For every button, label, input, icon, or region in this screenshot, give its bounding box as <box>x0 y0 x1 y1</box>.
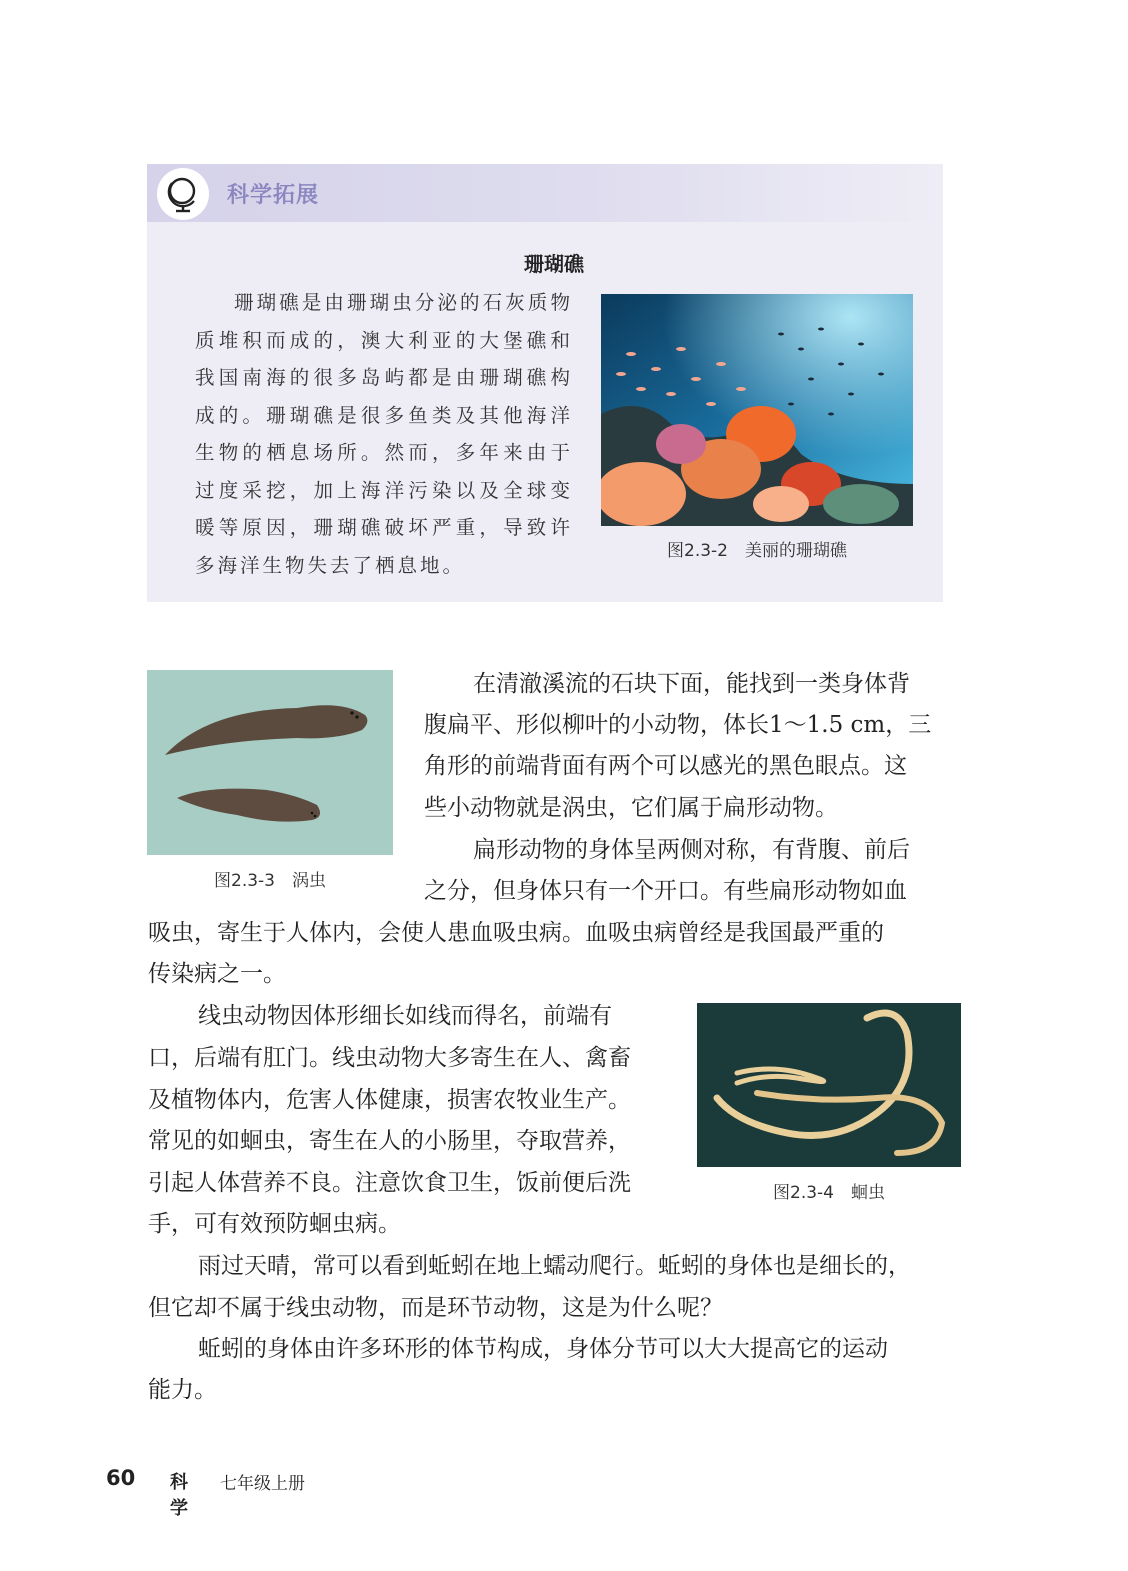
roundworm-photo <box>697 1003 961 1167</box>
body-line: 之分，但身体只有一个开口。有些扁形动物如血 <box>424 878 907 904</box>
extension-paragraph: 珊瑚礁是由珊瑚虫分泌的石灰质物质堆积而成的，澳大利亚的大堡礁和我国南海的很多岛屿都是由珊瑚礁构成的。珊瑚礁是很多鱼类及其他海洋生物的栖息场所。然而，多年来由于过度采挖，加上海洋污染以及全球变暖等原因，珊瑚礁破坏严重，导致许多海洋生物失去了栖息地。 <box>195 291 573 577</box>
body-line: 引起人体营养不良。注意饮食卫生，饭前便后洗 <box>148 1170 631 1196</box>
flatworm-figure-caption: 图2.3-3 涡虫 <box>214 871 326 891</box>
extension-header <box>147 164 943 222</box>
body-line: 蚯蚓的身体由许多环形的体节构成，身体分节可以大大提高它的运动 <box>198 1336 888 1362</box>
body-line: 吸虫，寄生于人体内，会使人患血吸虫病。血吸虫病曾经是我国最严重的 <box>148 920 884 946</box>
globe-icon <box>165 174 201 214</box>
globe-badge <box>157 168 209 220</box>
page-number: 60 <box>106 1466 136 1490</box>
body-line: 常见的如蛔虫，寄生在人的小肠里，夺取营养， <box>148 1128 631 1154</box>
body-line: 及植物体内，危害人体健康，损害农牧业生产。 <box>148 1087 631 1113</box>
body-line: 传染病之一。 <box>148 961 286 987</box>
flatworm-photo <box>147 670 393 855</box>
body-line: 雨过天晴，常可以看到蚯蚓在地上蠕动爬行。蚯蚓的身体也是细长的， <box>198 1253 911 1279</box>
book-subject: 科学 <box>170 1472 188 1519</box>
roundworm-figure-caption: 图2.3-4 蛔虫 <box>773 1183 885 1203</box>
body-line: 角形的前端背面有两个可以感光的黑色眼点。这 <box>424 753 907 779</box>
coral-reef-photo <box>601 294 913 526</box>
extension-title: 珊瑚礁 <box>524 252 584 276</box>
body-line: 在清澈溪流的石块下面，能找到一类身体背 <box>473 671 910 697</box>
body-line: 口，后端有肛门。线虫动物大多寄生在人、禽畜 <box>148 1045 631 1071</box>
coral-figure-caption: 图2.3-2 美丽的珊瑚礁 <box>667 541 847 561</box>
body-line: 些小动物就是涡虫，它们属于扁形动物。 <box>424 795 838 821</box>
science-extension-box <box>147 164 943 602</box>
body-line: 线虫动物因体形细长如线而得名，前端有 <box>198 1003 612 1029</box>
body-line: 扁形动物的身体呈两侧对称，有背腹、前后 <box>473 837 910 863</box>
body-line: 腹扁平、形似柳叶的小动物，体长1～1.5 cm，三 <box>424 712 932 738</box>
book-grade: 七年级上册 <box>220 1474 305 1494</box>
body-line: 能力。 <box>148 1377 217 1403</box>
body-line: 但它却不属于线虫动物，而是环节动物，这是为什么呢？ <box>148 1295 723 1321</box>
body-line: 手，可有效预防蛔虫病。 <box>148 1211 401 1237</box>
extension-label: 科学拓展 <box>227 183 320 208</box>
